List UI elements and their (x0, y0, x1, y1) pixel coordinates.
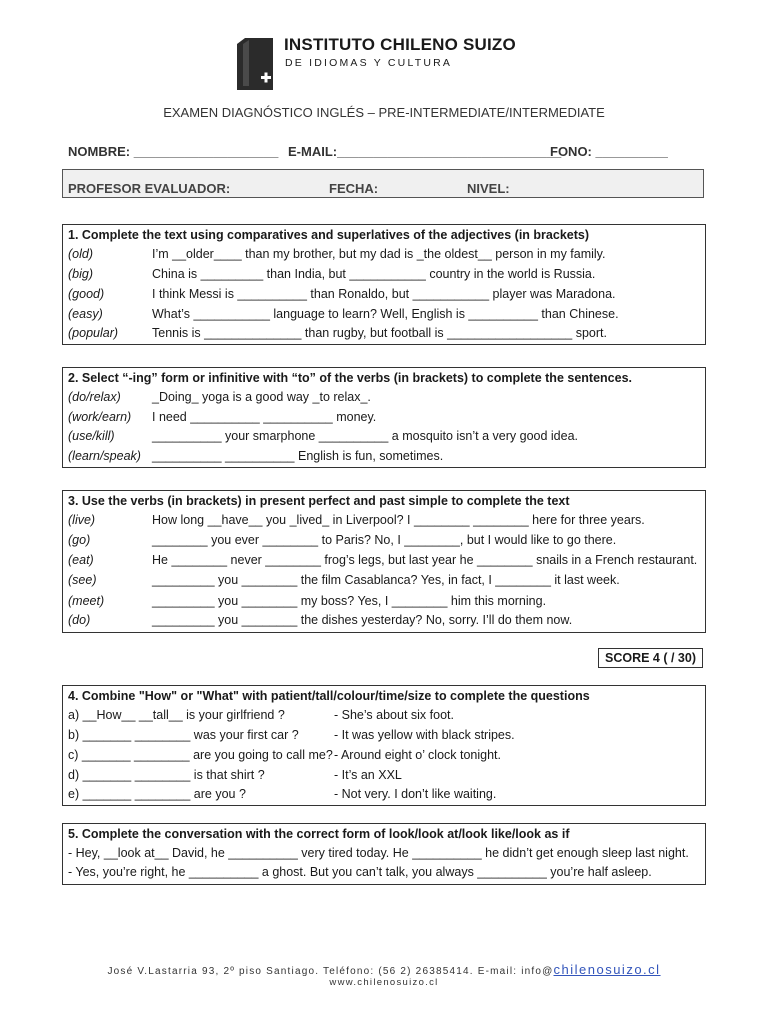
conversation-line[interactable]: - Yes, you’re right, he __________ a ghost. But you can’t talk, you always __________ you’re half asleep. (68, 865, 652, 879)
sentence[interactable]: _________ you ________ the dishes yesterday? No, sorry. I’ll do them now. (152, 613, 573, 627)
question[interactable]: e) _______ ________ are you ? (68, 787, 246, 801)
verb-hint: (work/earn) (68, 410, 132, 424)
exercise-row (68, 787, 700, 805)
institution-name: INSTITUTO CHILENO SUIZO (284, 35, 516, 54)
exercise-5-box (62, 823, 706, 885)
answer: - She’s about six foot. (334, 708, 454, 722)
answer: - Not very. I don’t like waiting. (334, 787, 497, 801)
nombre-field[interactable]: NOMBRE: ____________________ (68, 144, 279, 159)
sentence[interactable]: Tennis is ______________ than rugby, but football is __________________ sport. (152, 326, 607, 340)
exercise-row (68, 768, 700, 786)
sentence[interactable]: I think Messi is __________ than Ronaldo, but ___________ player was Maradona. (152, 287, 616, 301)
question[interactable]: d) _______ ________ is that shirt ? (68, 768, 265, 782)
footer-address-text: José V.Lastarria 93, 2º piso Santiago. Teléfono: (56 2) 26385414. E-mail: info@ (107, 966, 554, 977)
verb-hint: (old) (68, 247, 94, 261)
verb-hint: (see) (68, 573, 97, 587)
sentence[interactable]: He ________ never ________ frog’s legs, but last year he ________ snails in a French restaurant. (152, 553, 698, 567)
exercise-4-box (62, 685, 706, 806)
email-field[interactable]: E-MAIL:_______________________________ (288, 144, 562, 159)
exercise-3-box (62, 490, 706, 633)
exercise-1-title: 1. Complete the text using comparatives and superlatives of the adjectives (in brackets) (68, 228, 589, 242)
exam-title: EXAMEN DIAGNÓSTICO INGLÉS – PRE-INTERMEDIATE/INTERMEDIATE (163, 105, 605, 120)
exercise-row (68, 553, 700, 571)
verb-hint: (easy) (68, 307, 103, 321)
institution-subtitle: DE IDIOMAS Y CULTURA (285, 57, 453, 69)
sentence[interactable]: I’m __older____ than my brother, but my dad is _the oldest__ person in my family. (152, 247, 606, 261)
exercise-row (68, 326, 700, 344)
sentence[interactable]: I need __________ __________ money. (152, 410, 377, 424)
exercise-row (68, 513, 700, 531)
profesor-evaluador-label: PROFESOR EVALUADOR: (68, 181, 231, 196)
exercise-row (68, 247, 700, 265)
verb-hint: (go) (68, 533, 91, 547)
fono-field[interactable]: FONO: __________ (550, 144, 668, 159)
verb-hint: (do) (68, 613, 91, 627)
answer: - It’s an XXL (334, 768, 402, 782)
student-info-row (66, 144, 706, 160)
evaluator-box (62, 169, 704, 198)
exercise-5-title: 5. Complete the conversation with the correct form of look/look at/look like/look as if (68, 827, 570, 841)
sentence[interactable]: ________ you ever ________ to Paris? No, I ________, but I would like to go there. (152, 533, 617, 547)
exercise-row (68, 307, 700, 325)
exercise-2-box (62, 367, 706, 468)
institute-logo-icon (237, 38, 273, 90)
verb-hint: (eat) (68, 553, 94, 567)
answer: - It was yellow with black stripes. (334, 728, 515, 742)
exercise-3-title: 3. Use the verbs (in brackets) in present perfect and past simple to complete the text (68, 494, 570, 508)
exercise-4-title: 4. Combine "How" or "What" with patient/tall/colour/time/size to complete the questions (68, 689, 590, 703)
question[interactable]: a) __How__ __tall__ is your girlfriend ? (68, 708, 285, 722)
exercise-2-title: 2. Select “-ing” form or infinitive with “to” of the verbs (in brackets) to complete the sentences. (68, 371, 632, 385)
exercise-row (68, 708, 700, 726)
exercise-1-box (62, 224, 706, 345)
question[interactable]: b) _______ ________ was your first car ? (68, 728, 299, 742)
exercise-row (68, 594, 700, 612)
sentence[interactable]: _________ you ________ my boss? Yes, I ________ him this morning. (152, 594, 547, 608)
score-box: SCORE 4 ( / 30) (598, 648, 703, 668)
verb-hint: (learn/speak) (68, 449, 141, 463)
sentence[interactable]: _Doing_ yoga is a good way _to relax_. (152, 390, 371, 404)
footer-email-link[interactable]: chilenosuizo.cl (553, 962, 661, 977)
exercise-row (68, 287, 700, 305)
sentence[interactable]: What’s ___________ language to learn? Well, English is __________ than Chinese. (152, 307, 619, 321)
verb-hint: (popular) (68, 326, 119, 340)
exercise-row (68, 573, 700, 591)
exercise-row (68, 533, 700, 551)
footer-address (0, 962, 768, 977)
exercise-row (68, 429, 700, 447)
verb-hint: (do/relax) (68, 390, 121, 404)
sentence[interactable]: __________ __________ English is fun, sometimes. (152, 449, 444, 463)
question[interactable]: c) _______ ________ are you going to call me? (68, 748, 333, 762)
exercise-row (68, 267, 700, 285)
exercise-row (68, 390, 700, 408)
exercise-row (68, 410, 700, 428)
verb-hint: (meet) (68, 594, 105, 608)
exercise-row (68, 748, 700, 766)
verb-hint: (good) (68, 287, 105, 301)
footer-website[interactable]: www.chilenosuizo.cl (329, 977, 439, 988)
exercise-row (68, 613, 700, 631)
fecha-label: FECHA: (329, 181, 379, 196)
sentence[interactable]: How long __have__ you _lived_ in Liverpool? I ________ ________ here for three years. (152, 513, 645, 527)
conversation-line[interactable]: - Hey, __look at__ David, he __________ very tired today. He __________ he didn’t get enough sleep last night. (68, 846, 689, 860)
exercise-row (68, 449, 700, 467)
answer: - Around eight o’ clock tonight. (334, 748, 501, 762)
sentence[interactable]: China is _________ than India, but ___________ country in the world is Russia. (152, 267, 596, 281)
sentence[interactable]: __________ your smarphone __________ a mosquito isn’t a very good idea. (152, 429, 579, 443)
sentence[interactable]: _________ you ________ the film Casablanca? Yes, in fact, I ________ it last week. (152, 573, 620, 587)
nivel-label: NIVEL: (467, 181, 510, 196)
exercise-row (68, 728, 700, 746)
verb-hint: (use/kill) (68, 429, 115, 443)
verb-hint: (big) (68, 267, 94, 281)
verb-hint: (live) (68, 513, 96, 527)
